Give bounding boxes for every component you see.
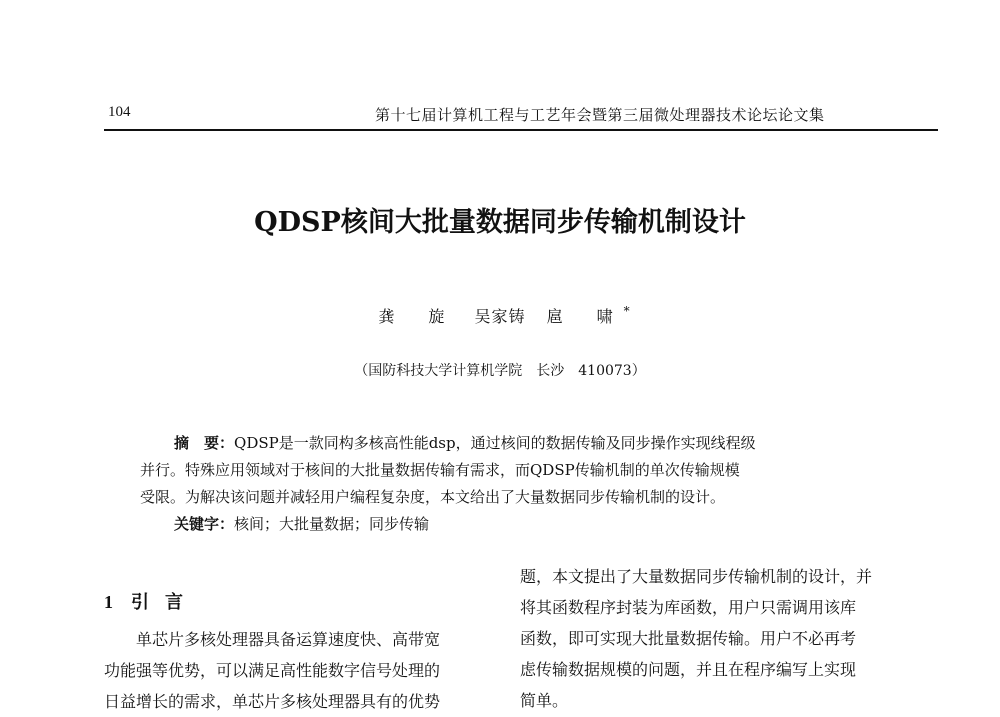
- abstract-label: 摘 要：: [174, 434, 235, 452]
- author-1: 龚 旋: [378, 307, 454, 326]
- keywords-text: 核间；大批量数据；同步传输: [234, 515, 430, 533]
- abstract-text: QDSP是一款同构多核高性能dsp，通过核间的数据传输及同步操作实现线程级: [234, 434, 756, 452]
- body-line: 将其函数程序封装为库函数，用户只需调用该库: [520, 598, 857, 617]
- abstract: [140, 430, 900, 538]
- body-line: 单芯片多核处理器具备运算速度快、高带宽: [136, 630, 441, 649]
- section-title-char: 言: [165, 592, 183, 613]
- section-heading: [104, 588, 199, 614]
- body-line: 日益增长的需求，单芯片多核处理器具有的优势: [104, 692, 441, 711]
- body-line: 功能强等优势，可以满足高性能数字信号处理的: [104, 661, 441, 680]
- body-line: 函数，即可实现大批量数据传输。用户不必再考: [520, 629, 857, 648]
- body-line: 简单。: [520, 691, 569, 710]
- affiliation: （国防科技大学计算机学院 长沙 410073）: [354, 363, 646, 379]
- page-number: 104: [108, 104, 131, 120]
- section-title-char: 引: [131, 592, 149, 613]
- body-line: 虑传输数据规模的问题，并且在程序编写上实现: [520, 660, 857, 679]
- right-column: [520, 561, 920, 716]
- keywords: [140, 511, 900, 538]
- running-header: 第十七届计算机工程与工艺年会暨第三届微处理器技术论坛论文集: [375, 106, 825, 124]
- author-3: 扈 啸: [546, 307, 622, 326]
- authors: [0, 304, 1000, 327]
- author-2: 吴家铸: [474, 307, 526, 326]
- paper-title: QDSP核间大批量数据同步传输机制设计: [254, 207, 746, 238]
- corresponding-author-mark: *: [623, 304, 630, 318]
- section-number: 1: [104, 592, 113, 612]
- abstract-line: 并行。特殊应用领域对于核间的大批量数据传输有需求，而QDSP传输机制的单次传输规模: [140, 461, 740, 479]
- abstract-line: [140, 430, 900, 457]
- abstract-line: 受限。为解决该问题并减轻用户编程复杂度，本文给出了大量数据同步传输机制的设计。: [140, 488, 726, 506]
- left-column: [104, 624, 499, 717]
- keywords-label: 关键字：: [174, 515, 235, 533]
- header-rule: [104, 129, 938, 131]
- body-line: 题，本文提出了大量数据同步传输机制的设计，并: [520, 567, 873, 586]
